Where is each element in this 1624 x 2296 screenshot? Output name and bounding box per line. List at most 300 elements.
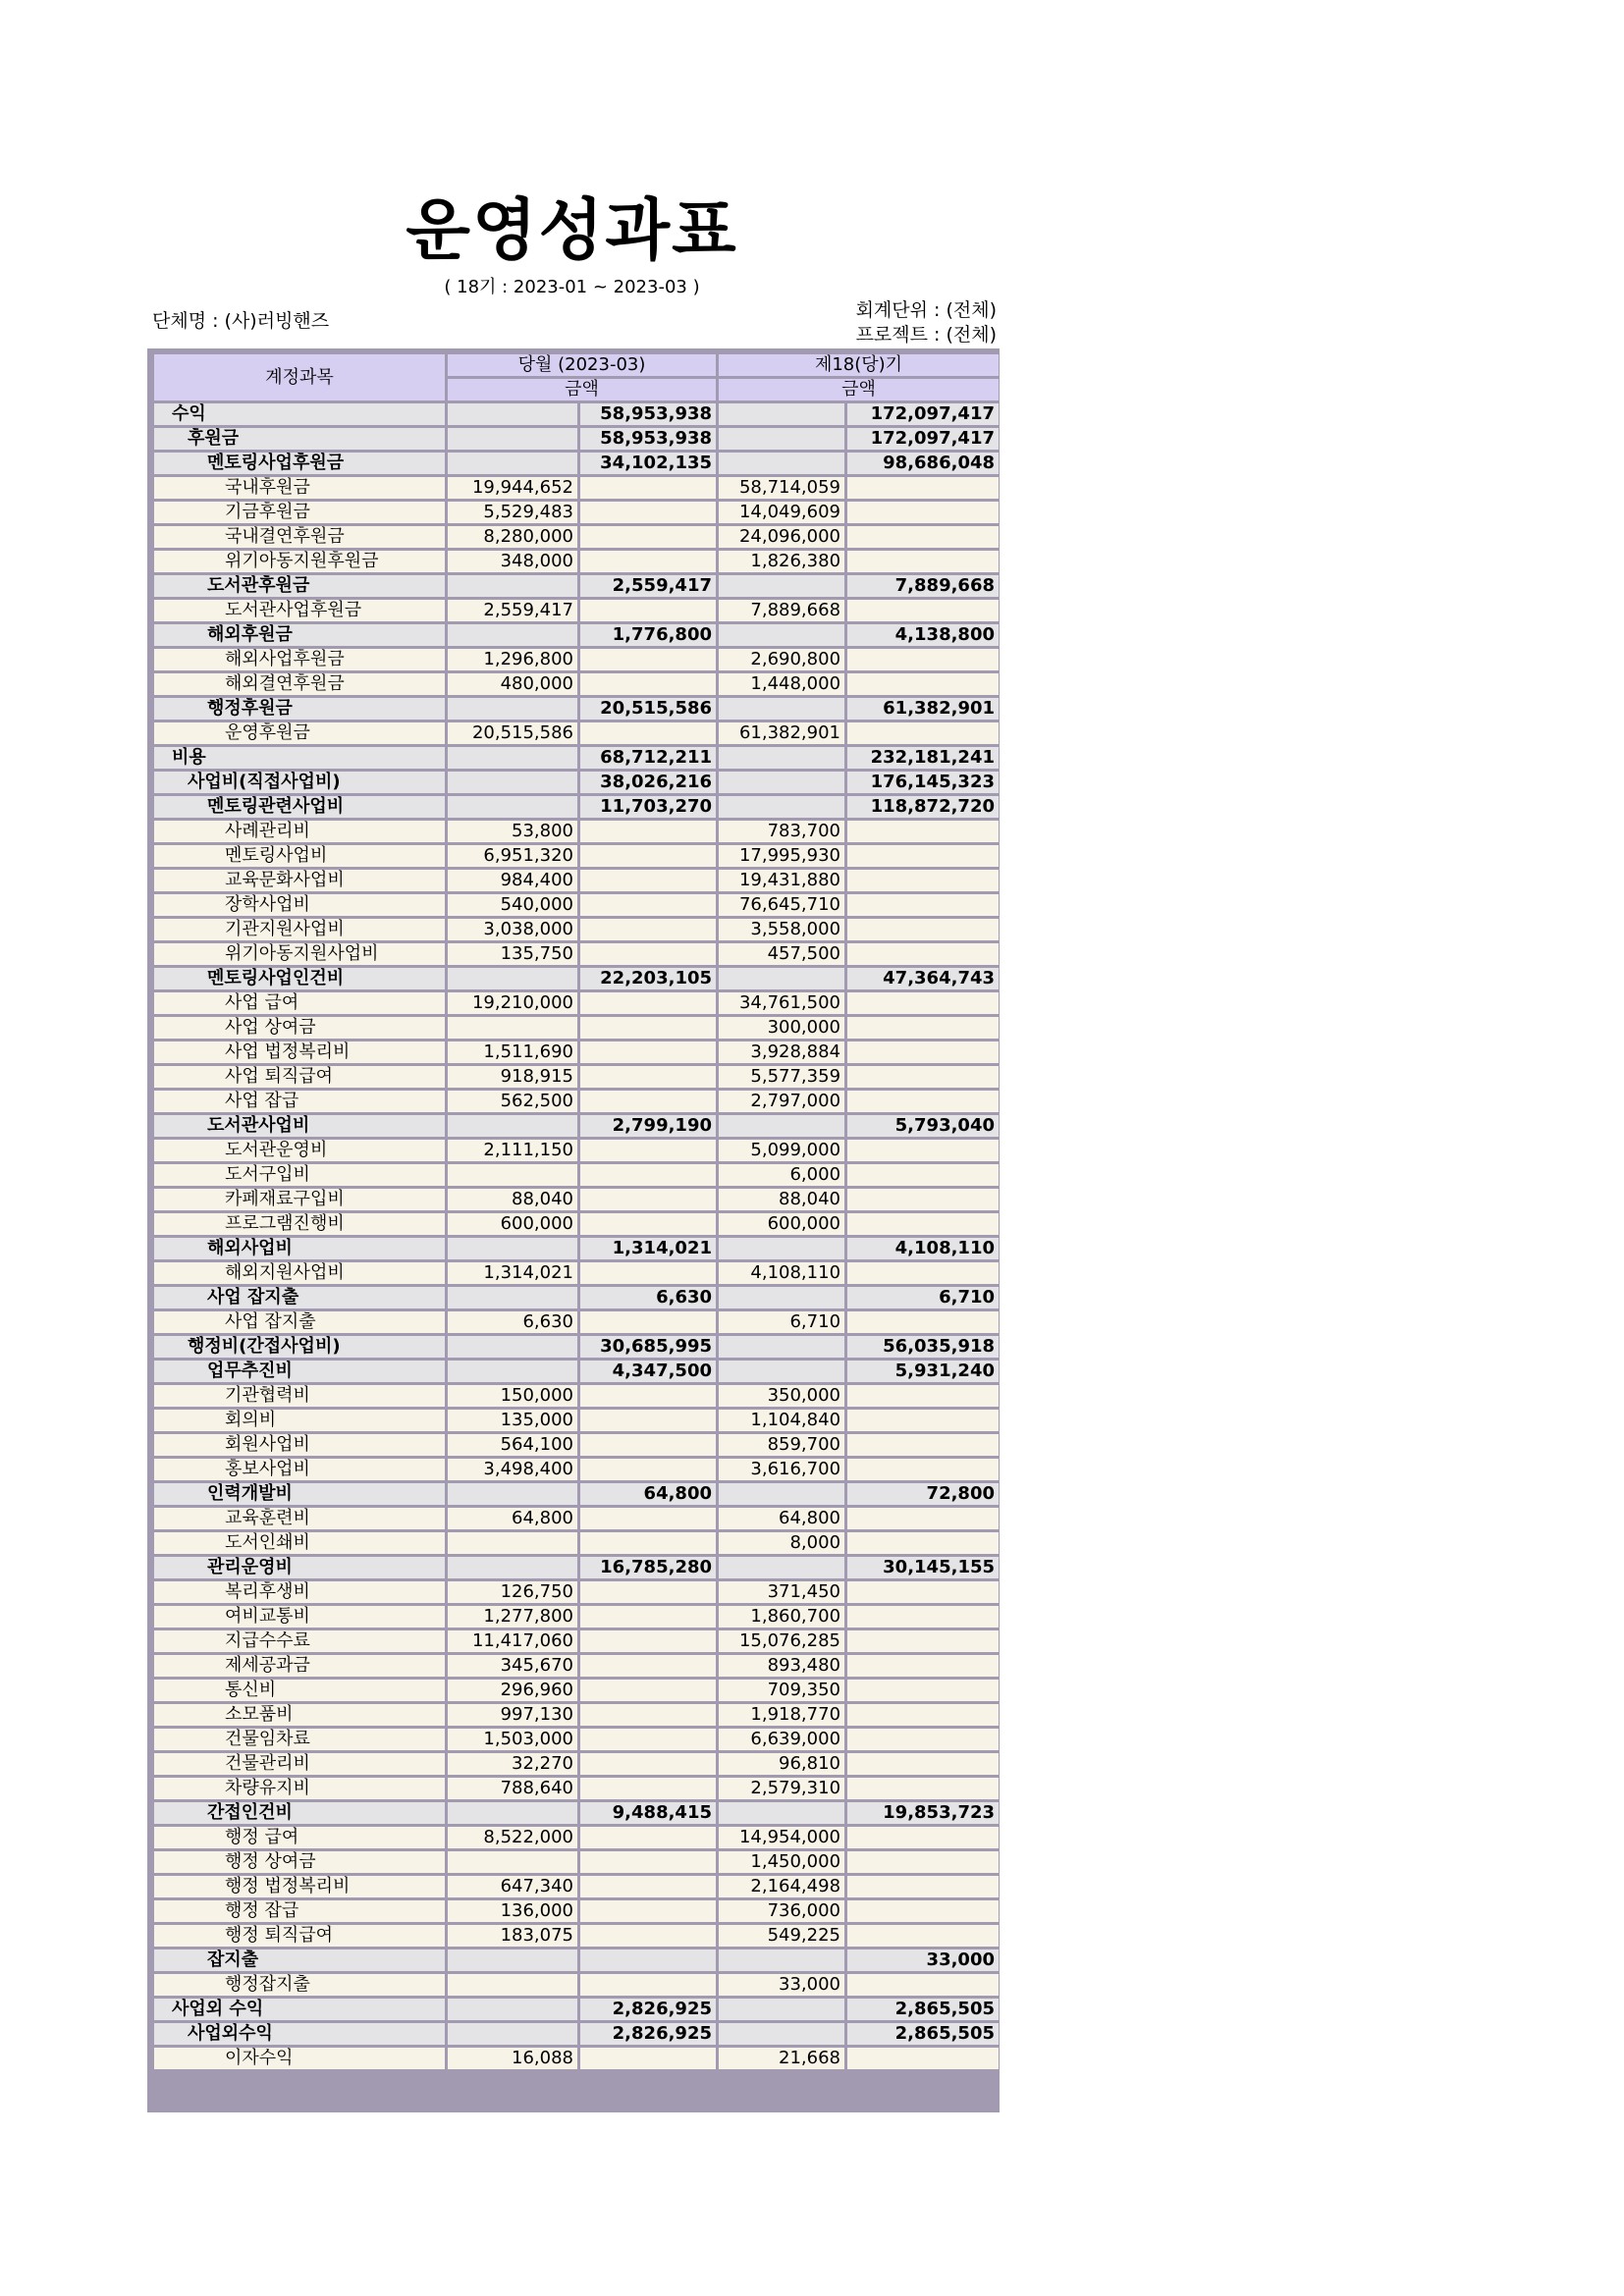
table-row: [154, 1115, 999, 1137]
term-detail-amount: 300,000: [719, 1017, 844, 1039]
account-name: 이자수익: [154, 2048, 445, 2069]
table-row: [154, 2023, 999, 2045]
month-detail-amount: 2,559,417: [448, 600, 577, 621]
term-total-amount: [847, 526, 999, 548]
month-detail-amount: [448, 1532, 577, 1554]
term-detail-amount: 3,558,000: [719, 919, 844, 940]
term-detail-amount: 21,668: [719, 2048, 844, 2069]
term-total-amount: [847, 1827, 999, 1848]
month-detail-amount: [448, 772, 577, 793]
table-row: [154, 1680, 999, 1701]
term-detail-amount: 96,810: [719, 1753, 844, 1775]
term-detail-amount: 4,108,110: [719, 1262, 844, 1284]
month-detail-amount: 32,270: [448, 1753, 577, 1775]
month-detail-amount: 540,000: [448, 894, 577, 916]
term-total-amount: [847, 1066, 999, 1088]
table-row: [154, 1876, 999, 1897]
term-total-amount: [847, 1778, 999, 1799]
month-detail-amount: 480,000: [448, 673, 577, 695]
account-name: 해외사업비: [154, 1238, 445, 1259]
month-detail-amount: 6,630: [448, 1311, 577, 1333]
term-detail-amount: [719, 428, 844, 450]
month-detail-amount: 88,040: [448, 1189, 577, 1210]
term-detail-amount: [719, 1287, 844, 1308]
month-detail-amount: 8,280,000: [448, 526, 577, 548]
month-total-amount: 2,826,925: [580, 2023, 716, 2045]
term-detail-amount: [719, 698, 844, 720]
term-total-amount: [847, 1410, 999, 1431]
month-detail-amount: [448, 428, 577, 450]
term-detail-amount: 859,700: [719, 1434, 844, 1456]
month-total-amount: [580, 649, 716, 670]
month-total-amount: [580, 1508, 716, 1529]
term-detail-amount: 64,800: [719, 1508, 844, 1529]
account-name: 사업 급여: [154, 992, 445, 1014]
month-detail-amount: [448, 1851, 577, 1873]
month-detail-amount: 19,944,652: [448, 477, 577, 499]
month-total-amount: [580, 1581, 716, 1603]
account-name: 행정잡지출: [154, 1974, 445, 1996]
month-total-amount: [580, 1827, 716, 1848]
term-total-amount: [847, 1876, 999, 1897]
table-row: [154, 1164, 999, 1186]
account-name: 차량유지비: [154, 1778, 445, 1799]
month-detail-amount: [448, 1949, 577, 1971]
table-row: [154, 477, 999, 499]
table-row: [154, 575, 999, 597]
month-total-amount: 2,559,417: [580, 575, 716, 597]
account-name: 행정 잡급: [154, 1900, 445, 1922]
table-row: [154, 919, 999, 940]
account-name: 기관협력비: [154, 1385, 445, 1407]
term-detail-amount: 19,431,880: [719, 870, 844, 891]
organization-name: 단체명 : (사)러빙핸즈: [152, 310, 330, 332]
table-row: [154, 1802, 999, 1824]
month-total-amount: [580, 1189, 716, 1210]
term-total-amount: [847, 919, 999, 940]
account-name: 기금후원금: [154, 502, 445, 523]
term-total-amount: [847, 1385, 999, 1407]
month-total-amount: [580, 551, 716, 572]
table-row: [154, 1361, 999, 1382]
account-name: 도서관운영비: [154, 1140, 445, 1161]
term-detail-amount: 2,690,800: [719, 649, 844, 670]
table-row: [154, 1974, 999, 1996]
account-name: 해외지원사업비: [154, 1262, 445, 1284]
account-name: 홍보사업비: [154, 1459, 445, 1480]
table-row: [154, 1262, 999, 1284]
report-title: 운영성과표: [406, 192, 738, 270]
month-detail-amount: 918,915: [448, 1066, 577, 1088]
month-detail-amount: 183,075: [448, 1925, 577, 1947]
term-detail-amount: 17,995,930: [719, 845, 844, 867]
month-detail-amount: 600,000: [448, 1213, 577, 1235]
month-total-amount: [580, 673, 716, 695]
project-filter: 프로젝트 : (전체): [855, 324, 997, 346]
term-detail-amount: 3,928,884: [719, 1041, 844, 1063]
month-total-amount: [580, 1410, 716, 1431]
table-row: [154, 845, 999, 867]
term-total-amount: [847, 722, 999, 744]
term-total-amount: [847, 1532, 999, 1554]
month-total-amount: 64,800: [580, 1483, 716, 1505]
term-total-amount: 176,145,323: [847, 772, 999, 793]
account-name: 사업외 수익: [154, 1999, 445, 2020]
table-row: [154, 1900, 999, 1922]
account-name: 교육문화사업비: [154, 870, 445, 891]
term-total-amount: [847, 1091, 999, 1112]
term-total-amount: [847, 1311, 999, 1333]
month-detail-amount: [448, 1557, 577, 1578]
month-detail-amount: 1,314,021: [448, 1262, 577, 1284]
month-total-amount: [580, 1017, 716, 1039]
term-detail-amount: 1,448,000: [719, 673, 844, 695]
term-detail-amount: [719, 1557, 844, 1578]
term-detail-amount: 1,918,770: [719, 1704, 844, 1726]
month-detail-amount: 150,000: [448, 1385, 577, 1407]
table-row: [154, 1238, 999, 1259]
header-amount-month: 금액: [448, 379, 716, 400]
account-name: 건물임차료: [154, 1729, 445, 1750]
account-name: 프로그램진행비: [154, 1213, 445, 1235]
month-detail-amount: 997,130: [448, 1704, 577, 1726]
month-total-amount: 20,515,586: [580, 698, 716, 720]
account-name: 위기아동지원후원금: [154, 551, 445, 572]
month-detail-amount: [448, 698, 577, 720]
term-detail-amount: 6,710: [719, 1311, 844, 1333]
term-total-amount: [847, 600, 999, 621]
term-detail-amount: [719, 2023, 844, 2045]
month-total-amount: 22,203,105: [580, 968, 716, 989]
term-detail-amount: 2,579,310: [719, 1778, 844, 1799]
term-total-amount: 56,035,918: [847, 1336, 999, 1358]
month-total-amount: [580, 919, 716, 940]
term-total-amount: 4,138,800: [847, 624, 999, 646]
month-total-amount: 38,026,216: [580, 772, 716, 793]
term-total-amount: [847, 1900, 999, 1922]
month-total-amount: 68,712,211: [580, 747, 716, 769]
account-name: 행정 상여금: [154, 1851, 445, 1873]
table-row: [154, 698, 999, 720]
table-row: [154, 1311, 999, 1333]
term-total-amount: [847, 992, 999, 1014]
account-name: 행정 급여: [154, 1827, 445, 1848]
table-row: [154, 1606, 999, 1628]
term-detail-amount: [719, 1115, 844, 1137]
term-detail-amount: [719, 453, 844, 474]
term-total-amount: [847, 1189, 999, 1210]
account-name: 지급수수료: [154, 1630, 445, 1652]
term-total-amount: 2,865,505: [847, 2023, 999, 2045]
table-row: [154, 722, 999, 744]
month-total-amount: [580, 894, 716, 916]
account-name: 도서관후원금: [154, 575, 445, 597]
term-total-amount: [847, 1164, 999, 1186]
term-total-amount: [847, 673, 999, 695]
term-total-amount: [847, 502, 999, 523]
month-total-amount: [580, 1213, 716, 1235]
month-total-amount: [580, 1729, 716, 1750]
month-detail-amount: [448, 1017, 577, 1039]
account-name: 사업 잡지출: [154, 1287, 445, 1308]
month-detail-amount: [448, 1999, 577, 2020]
table-row: [154, 1925, 999, 1947]
month-total-amount: [580, 1311, 716, 1333]
account-name: 행정비(간접사업비): [154, 1336, 445, 1358]
month-detail-amount: 3,498,400: [448, 1459, 577, 1480]
account-name: 장학사업비: [154, 894, 445, 916]
month-total-amount: [580, 1459, 716, 1480]
month-total-amount: [580, 1532, 716, 1554]
term-total-amount: [847, 821, 999, 842]
month-detail-amount: 1,511,690: [448, 1041, 577, 1063]
term-total-amount: 172,097,417: [847, 428, 999, 450]
term-detail-amount: 1,450,000: [719, 1851, 844, 1873]
term-total-amount: [847, 1630, 999, 1652]
account-name: 사업 법정복리비: [154, 1041, 445, 1063]
term-total-amount: [847, 1140, 999, 1161]
table-row: [154, 2048, 999, 2069]
month-total-amount: 58,953,938: [580, 428, 716, 450]
month-detail-amount: [448, 1238, 577, 1259]
table-row: [154, 1336, 999, 1358]
table-row: [154, 1434, 999, 1456]
account-name: 카페재료구입비: [154, 1189, 445, 1210]
account-name: 멘토링관련사업비: [154, 796, 445, 818]
table-row: [154, 1827, 999, 1848]
account-name: 도서구입비: [154, 1164, 445, 1186]
table-row: [154, 943, 999, 965]
term-detail-amount: [719, 1336, 844, 1358]
term-detail-amount: 61,382,901: [719, 722, 844, 744]
table-row: [154, 551, 999, 572]
term-detail-amount: 76,645,710: [719, 894, 844, 916]
month-total-amount: [580, 1385, 716, 1407]
account-name: 행정후원금: [154, 698, 445, 720]
table-row: [154, 796, 999, 818]
month-detail-amount: 5,529,483: [448, 502, 577, 523]
account-name: 제세공과금: [154, 1655, 445, 1677]
month-detail-amount: 562,500: [448, 1091, 577, 1112]
month-detail-amount: 135,000: [448, 1410, 577, 1431]
account-name: 해외사업후원금: [154, 649, 445, 670]
table-row: [154, 649, 999, 670]
header-current-term: 제18(당)기: [719, 354, 999, 376]
header-amount-term: 금액: [719, 379, 999, 400]
table-row: [154, 673, 999, 695]
table-row: [154, 1999, 999, 2020]
table-row: [154, 1949, 999, 1971]
month-detail-amount: 126,750: [448, 1581, 577, 1603]
account-name: 멘토링사업인건비: [154, 968, 445, 989]
month-detail-amount: [448, 1115, 577, 1137]
term-total-amount: [847, 845, 999, 867]
table-row: [154, 1532, 999, 1554]
term-detail-amount: [719, 1949, 844, 1971]
term-detail-amount: [719, 624, 844, 646]
month-total-amount: 11,703,270: [580, 796, 716, 818]
month-detail-amount: 136,000: [448, 1900, 577, 1922]
month-total-amount: [580, 845, 716, 867]
account-name: 업무추진비: [154, 1361, 445, 1382]
month-total-amount: [580, 1066, 716, 1088]
month-total-amount: [580, 1164, 716, 1186]
term-detail-amount: 33,000: [719, 1974, 844, 1996]
term-total-amount: [847, 1434, 999, 1456]
account-name: 해외결연후원금: [154, 673, 445, 695]
month-detail-amount: 1,296,800: [448, 649, 577, 670]
term-total-amount: [847, 1704, 999, 1726]
term-detail-amount: 1,826,380: [719, 551, 844, 572]
month-total-amount: 1,776,800: [580, 624, 716, 646]
table-row: [154, 1851, 999, 1873]
account-name: 사업 상여금: [154, 1017, 445, 1039]
account-name: 간접인건비: [154, 1802, 445, 1824]
account-name: 회의비: [154, 1410, 445, 1431]
term-detail-amount: 1,860,700: [719, 1606, 844, 1628]
term-detail-amount: 3,616,700: [719, 1459, 844, 1480]
table-row: [154, 1729, 999, 1750]
ledger-body: [154, 403, 999, 2069]
term-detail-amount: 371,450: [719, 1581, 844, 1603]
account-name: 국내결연후원금: [154, 526, 445, 548]
term-detail-amount: 350,000: [719, 1385, 844, 1407]
term-total-amount: [847, 1606, 999, 1628]
table-row: [154, 1213, 999, 1235]
term-total-amount: [847, 1729, 999, 1750]
account-name: 비용: [154, 747, 445, 769]
account-name: 행정 법정복리비: [154, 1876, 445, 1897]
month-detail-amount: [448, 1974, 577, 1996]
account-name: 멘토링사업후원금: [154, 453, 445, 474]
month-detail-amount: 19,210,000: [448, 992, 577, 1014]
account-name: 위기아동지원사업비: [154, 943, 445, 965]
month-total-amount: [580, 870, 716, 891]
month-total-amount: [580, 1606, 716, 1628]
account-name: 교육훈련비: [154, 1508, 445, 1529]
table-row: [154, 1483, 999, 1505]
month-total-amount: [580, 1630, 716, 1652]
month-detail-amount: 2,111,150: [448, 1140, 577, 1161]
term-detail-amount: 34,761,500: [719, 992, 844, 1014]
month-total-amount: [580, 526, 716, 548]
account-name: 도서관사업비: [154, 1115, 445, 1137]
month-detail-amount: 11,417,060: [448, 1630, 577, 1652]
month-total-amount: [580, 992, 716, 1014]
term-detail-amount: 8,000: [719, 1532, 844, 1554]
table-row: [154, 1557, 999, 1578]
month-total-amount: [580, 1262, 716, 1284]
term-total-amount: 118,872,720: [847, 796, 999, 818]
month-total-amount: [580, 1753, 716, 1775]
table-row: [154, 1459, 999, 1480]
month-total-amount: 9,488,415: [580, 1802, 716, 1824]
month-total-amount: 58,953,938: [580, 403, 716, 425]
term-total-amount: 30,145,155: [847, 1557, 999, 1578]
term-detail-amount: 24,096,000: [719, 526, 844, 548]
month-total-amount: 4,347,500: [580, 1361, 716, 1382]
month-total-amount: [580, 502, 716, 523]
term-total-amount: [847, 1581, 999, 1603]
term-total-amount: 47,364,743: [847, 968, 999, 989]
table-row: [154, 453, 999, 474]
header-account: 계정과목: [154, 354, 445, 400]
month-total-amount: [580, 1851, 716, 1873]
term-detail-amount: 14,049,609: [719, 502, 844, 523]
month-total-amount: 2,826,925: [580, 1999, 716, 2020]
month-detail-amount: 296,960: [448, 1680, 577, 1701]
month-detail-amount: [448, 2023, 577, 2045]
month-detail-amount: [448, 1287, 577, 1308]
month-total-amount: [580, 477, 716, 499]
term-total-amount: [847, 2048, 999, 2069]
account-name: 건물관리비: [154, 1753, 445, 1775]
term-detail-amount: 15,076,285: [719, 1630, 844, 1652]
month-detail-amount: [448, 1483, 577, 1505]
term-total-amount: 2,865,505: [847, 1999, 999, 2020]
term-total-amount: 5,793,040: [847, 1115, 999, 1137]
report-period: ( 18기 : 2023-01 ~ 2023-03 ): [444, 277, 700, 297]
term-detail-amount: [719, 403, 844, 425]
term-total-amount: 6,710: [847, 1287, 999, 1308]
month-total-amount: [580, 1091, 716, 1112]
table-row: [154, 968, 999, 989]
month-detail-amount: 984,400: [448, 870, 577, 891]
table-row: [154, 1140, 999, 1161]
term-total-amount: [847, 551, 999, 572]
account-name: 사업비(직접사업비): [154, 772, 445, 793]
term-detail-amount: [719, 1483, 844, 1505]
term-detail-amount: [719, 575, 844, 597]
term-detail-amount: 58,714,059: [719, 477, 844, 499]
term-total-amount: [847, 1925, 999, 1947]
term-total-amount: [847, 1680, 999, 1701]
month-detail-amount: [448, 624, 577, 646]
month-total-amount: [580, 1925, 716, 1947]
term-detail-amount: 2,797,000: [719, 1091, 844, 1112]
table-row: [154, 1041, 999, 1063]
account-name: 잡지출: [154, 1949, 445, 1971]
month-detail-amount: [448, 403, 577, 425]
table-row: [154, 1581, 999, 1603]
month-total-amount: 16,785,280: [580, 1557, 716, 1578]
term-detail-amount: 88,040: [719, 1189, 844, 1210]
header-current-month: 당월 (2023-03): [448, 354, 716, 376]
term-total-amount: [847, 1974, 999, 1996]
month-detail-amount: 20,515,586: [448, 722, 577, 744]
term-detail-amount: [719, 796, 844, 818]
month-detail-amount: [448, 747, 577, 769]
table-row: [154, 624, 999, 646]
table-row: [154, 1704, 999, 1726]
table-row: [154, 1066, 999, 1088]
term-detail-amount: 457,500: [719, 943, 844, 965]
month-detail-amount: 788,640: [448, 1778, 577, 1799]
month-total-amount: [580, 1974, 716, 1996]
table-row: [154, 526, 999, 548]
month-total-amount: [580, 943, 716, 965]
term-total-amount: 7,889,668: [847, 575, 999, 597]
table-row: [154, 1410, 999, 1431]
account-name: 도서관사업후원금: [154, 600, 445, 621]
month-total-amount: [580, 600, 716, 621]
month-detail-amount: 1,503,000: [448, 1729, 577, 1750]
term-total-amount: [847, 477, 999, 499]
term-detail-amount: [719, 1361, 844, 1382]
account-name: 사업외수익: [154, 2023, 445, 2045]
month-total-amount: 30,685,995: [580, 1336, 716, 1358]
term-total-amount: 5,931,240: [847, 1361, 999, 1382]
